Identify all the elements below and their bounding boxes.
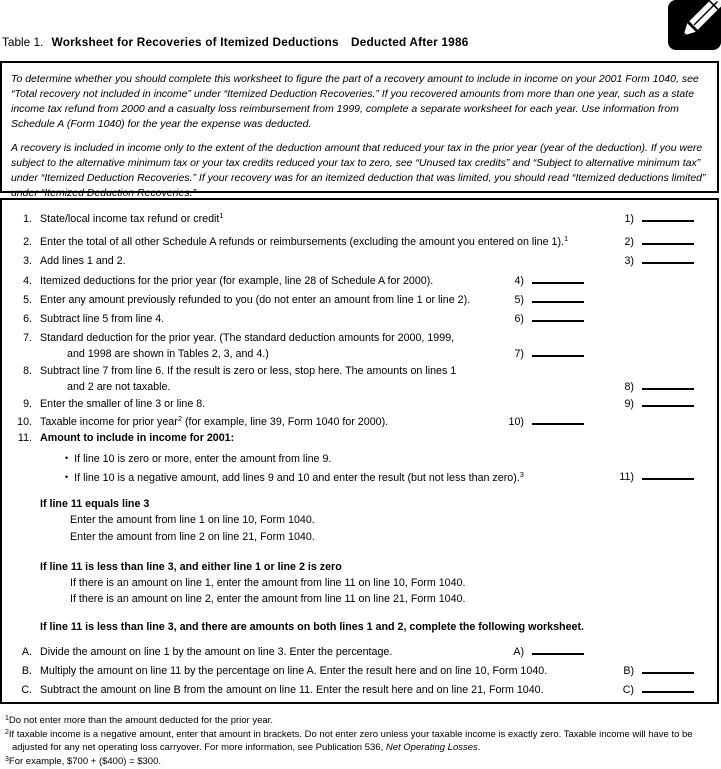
line7-entry: [492, 346, 584, 362]
entry-label: 4): [514, 275, 524, 287]
line3-answer-blank: [642, 262, 694, 264]
footnote-ref-1: 1: [219, 211, 224, 220]
line4-answer-blank: [532, 282, 584, 284]
line-number: 3.: [23, 255, 32, 267]
line10-answer-blank: [532, 423, 584, 425]
line-number: 8.: [23, 365, 32, 377]
line-text-continued: and 1998 are shown in Tables 2, 3, and 4.): [67, 348, 269, 360]
table-title-suffix: Deducted After 1986: [351, 35, 469, 49]
line5-entry: [492, 292, 584, 308]
table-title: [2, 35, 468, 49]
line11-entry: [602, 469, 694, 485]
line-text: Amount to include in income for 2001:: [40, 432, 235, 444]
footnote-2-text-post: .: [477, 742, 481, 753]
lineC-entry: [602, 682, 694, 698]
line-number: 10.: [17, 416, 32, 428]
bullet-icon: •: [65, 453, 69, 463]
footnote-2: [5, 728, 717, 755]
line5-answer-blank: [532, 301, 584, 303]
lineB-entry: [602, 663, 694, 679]
line-number: 2.: [23, 236, 32, 248]
line8-entry: [602, 379, 694, 395]
intro-paragraph-2: A recovery is included in income only to the extent of the deduction amount that reduced your tax in the prior year (year of the deduction). If you were subject to the alternative minimum tax or your tax credits reduced your tax to zero, see “Unused tax credits” and “Subject to alternative minimum tax” under “Itemized Deduction Recoveries.” If your recovery was for an itemized deduction that was limited, you should read “Itemized deductions limited” under “Itemized Deduction Recoveries.”: [11, 142, 706, 199]
line8-answer-blank: [642, 388, 694, 390]
instruction-text: If there is an amount on line 1, enter the amount from line 11 on line 10, Form 1040.: [70, 577, 466, 589]
lineC-answer-blank: [642, 691, 694, 693]
line-text: Enter the smaller of line 3 or line 8.: [40, 398, 206, 410]
line-text: Divide the amount on line 1 by the amount on line 3. Enter the percentage.: [40, 646, 393, 658]
line-number: B.: [21, 665, 32, 677]
entry-label: B): [623, 665, 634, 677]
line7-answer-blank: [532, 355, 584, 357]
footnote-2-marker: 2: [5, 728, 9, 736]
line-number: 9.: [23, 398, 32, 410]
pencil-icon: [668, 0, 721, 50]
footnote-3-text: For example, $700 + ($400) = $300.: [8, 755, 162, 767]
line-text: Multiply the amount on line 11 by the percentage on line A. Enter the result here and on line 10, Form 1040.: [40, 665, 548, 677]
line2-answer-blank: [642, 243, 694, 245]
footnote-1: [5, 714, 717, 728]
line6-entry: [492, 311, 584, 327]
entry-label: A): [513, 646, 524, 658]
line3-entry: [602, 253, 694, 269]
line-text: State/local income tax refund or credit: [40, 213, 220, 225]
entry-label: 11): [619, 471, 634, 483]
entry-label: 5): [514, 294, 524, 306]
line-text: Add lines 1 and 2.: [40, 255, 126, 267]
line-number: C.: [21, 684, 32, 696]
line10-entry: [492, 414, 584, 430]
line-text: Itemized deductions for the prior year (for example, line 28 of Schedule A for 2000).: [40, 275, 434, 287]
line6-answer-blank: [532, 320, 584, 322]
condition-header-text: If line 11 equals line 3: [40, 498, 150, 510]
line-text-continued: and 2 are not taxable.: [67, 381, 171, 393]
instruction-text: Enter the amount from line 1 on line 10, Form 1040.: [70, 514, 315, 526]
entry-label: 9): [624, 398, 634, 410]
footnote-3: [5, 755, 717, 769]
footnote-ref-1: 1: [564, 234, 569, 243]
instruction-text: If there is an amount on line 2, enter the amount from line 11 on line 21, Form 1040.: [70, 593, 466, 605]
line2-entry: [602, 234, 694, 250]
entry-label: 6): [514, 313, 524, 325]
footnote-3-marker: 3: [5, 755, 9, 763]
lineB-answer-blank: [642, 672, 694, 674]
entry-label: C): [622, 684, 634, 696]
line9-entry: [602, 396, 694, 412]
entry-label: 2): [624, 236, 634, 248]
line-text: Subtract the amount on line B from the amount on line 11. Enter the result here and on line 21, Form 1040.: [40, 684, 544, 696]
footnote-ref-3: 3: [519, 470, 524, 479]
line-number: 7.: [23, 332, 32, 344]
line-number: 6.: [23, 313, 32, 325]
line-number: A.: [21, 646, 32, 658]
line9-answer-blank: [642, 405, 694, 407]
intro-paragraph-1: To determine whether you should complete this worksheet to figure the part of a recovery amount to include in income on your 2001 Form 1040, see “Total recovery not included in income” under “Itemized Deduction Recoveries.” If you recovered amounts from more than one year, such as a state income tax refund from 2000 and a casualty loss reimbursement from 1999, complete a separate worksheet for each year. Use information from Schedule A (Form 1040) for the year the expense was deducted.: [11, 73, 699, 130]
entry-label: 3): [624, 255, 634, 267]
bullet-text: If line 10 is a negative amount, add lines 9 and 10 and enter the result (but not less than zero).: [74, 472, 520, 484]
footnotes-section: [5, 714, 717, 768]
line-text-post: (for example, line 39, Form 1040 for 2000).: [181, 416, 389, 428]
entry-label: 8): [624, 381, 634, 393]
line1-entry: [602, 211, 694, 227]
entry-label: 10): [508, 416, 524, 428]
lineA-entry: [492, 644, 584, 660]
line-number: 1.: [23, 213, 32, 225]
entry-label: 7): [514, 348, 524, 360]
line-number: 11.: [17, 432, 32, 444]
condition-header-text: If line 11 is less than line 3, and either line 1 or line 2 is zero: [40, 561, 342, 573]
instruction-text: Enter the amount from line 2 on line 21, Form 1040.: [70, 531, 315, 543]
worksheet-box: [0, 198, 719, 704]
line1-answer-blank: [642, 220, 694, 222]
line-text: Subtract line 7 from line 6. If the result is zero or less, stop here. The amounts on lines 1: [40, 365, 457, 377]
line-text: Subtract line 5 from line 4.: [40, 313, 165, 325]
bullet-icon: •: [65, 472, 69, 482]
footnote-ref-2: 2: [177, 414, 182, 423]
line-text: Enter the total of all other Schedule A refunds or reimbursements (excluding the amount you entered on line 1).: [40, 236, 564, 248]
footnote-1-marker: 1: [5, 715, 9, 722]
line-text: Standard deduction for the prior year. (The standard deduction amounts for 2000, 1999,: [40, 332, 455, 344]
footnote-2-italic-title: Net Operating Losses: [385, 742, 478, 753]
intro-instructions-box: [0, 61, 719, 199]
line-number: 5.: [23, 294, 32, 306]
table-title-prefix: Table 1.: [2, 35, 44, 49]
line4-entry: [492, 273, 584, 289]
line-text: Taxable income for prior year: [40, 416, 178, 428]
lineA-answer-blank: [532, 653, 584, 655]
bullet-text: If line 10 is zero or more, enter the amount from line 9.: [74, 453, 332, 465]
footnote-2-text: If taxable income is a negative amount, enter that amount in brackets. Do not enter zero unless your taxable income is exactly zero. Taxable income will have to be adjusted for any net operating loss carryover. For more information, see Publication 536,: [8, 728, 693, 753]
line11-answer-blank: [642, 478, 694, 480]
condition-header-text: If line 11 is less than line 3, and there are amounts on both lines 1 and 2, complete the following worksheet.: [40, 621, 584, 633]
entry-label: 1): [624, 213, 634, 225]
line-number: 4.: [23, 275, 32, 287]
line-text: Enter any amount previously refunded to you (do not enter an amount from line 1 or line 2).: [40, 294, 471, 306]
footnote-1-text: Do not enter more than the amount deducted for the prior year.: [8, 715, 273, 726]
table-title-main: Worksheet for Recoveries of Itemized Deductions: [51, 35, 339, 49]
